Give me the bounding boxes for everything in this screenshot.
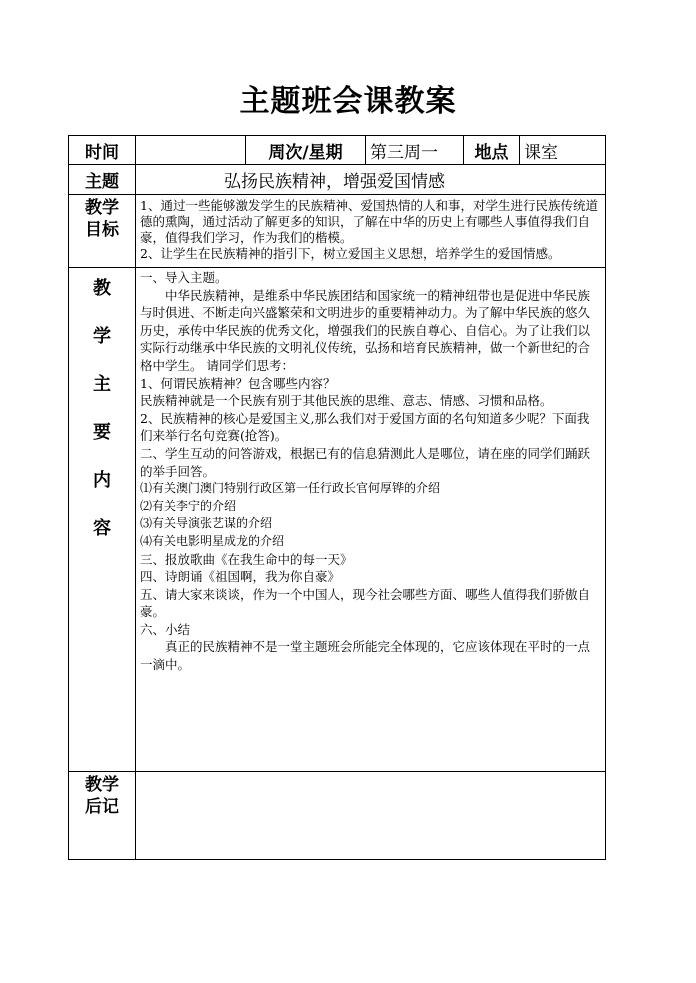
notes-label [69, 772, 136, 860]
content-line: 中华民族精神，是维系中华民族团结和国家统一的精神纽带也是促进中华民族与时俱进、不断走向兴盛繁荣和文明进步的重要精神动力。为了解中华民族的悠久历史，承传中华民族的优秀文化，增强我们的民族自尊心、自信心。为了让我们以实际行动继承中华民族的文明礼仪传统，弘扬和培育民族精神，做一个新世纪的合格中学生。 请同学们思考： [140, 287, 591, 373]
content-line: 一、导入主题。 [140, 270, 228, 285]
content-line: 1、何谓民族精神？包含哪些内容？ [140, 375, 336, 391]
content-line: 真正的民族精神不是一堂主题班会所能完全体现的，它应该体现在平时的一点一滴中。 [140, 639, 591, 673]
content-line: 三、报放歌曲《在我生命中的每一天》 [140, 551, 353, 567]
goals-label-line1: 教学 [85, 198, 119, 218]
theme-value: 弘扬民族精神，增强爱国情感 [136, 165, 606, 195]
place-label: 地点 [464, 136, 520, 165]
notes-label-line2: 后记 [85, 797, 119, 817]
content-line: ⑴有关澳门澳门特别行政区第一任行政长官何厚铧的介绍 [140, 481, 441, 496]
row-notes [69, 772, 606, 860]
row-time [69, 136, 606, 165]
time-label: 时间 [69, 136, 136, 165]
place-value: 课室 [520, 136, 606, 165]
content-line: 2、民族精神的核心是爱国主义,那么我们对于爱国方面的名句知道多少呢？下面我们来举行名句竞赛(抢答)。 [140, 410, 590, 444]
row-theme [69, 165, 606, 195]
goals-label-line2: 目标 [85, 220, 119, 240]
time-value [136, 136, 246, 165]
goals-label [69, 195, 136, 268]
row-main [69, 268, 606, 772]
goal-paragraph-1: 1、通过一些能够激发学生的民族精神、爱国热情的人和事，对学生进行民族传统道德的熏陶，通过活动了解更多的知识，了解在中华的历史上有哪些人事值得我们自豪，值得我们学习，作为我们的楷模。 [140, 198, 598, 245]
document-title: 主题班会课教案 [239, 84, 457, 119]
lesson-plan-table [68, 135, 606, 860]
main-content [136, 268, 606, 772]
notes-label-line1: 教学 [85, 775, 119, 795]
theme-label: 主题 [69, 165, 136, 195]
main-label-char: 内 [93, 470, 111, 491]
content-line: 二、学生互动的问答游戏，根据已有的信息猜测此人是哪位，请在座的同学们踊跃的举手回答。 [140, 445, 591, 479]
goal-paragraph-2: 2、让学生在民族精神的指引下，树立爱国主义思想，培养学生的爱国情感。 [140, 246, 561, 261]
week-value: 第三周一 [366, 136, 464, 165]
main-label [69, 268, 136, 772]
main-label-char: 教 [93, 278, 111, 299]
goals-content [136, 195, 606, 268]
row-goals [69, 195, 606, 268]
week-label: 周次/星期 [246, 136, 366, 165]
main-label-char: 容 [93, 518, 111, 539]
main-label-char: 主 [93, 374, 111, 395]
content-line: ⑷有关电影明星成龙的介绍 [140, 533, 285, 548]
main-label-char: 要 [93, 422, 111, 443]
content-line: ⑵有关李宁的介绍 [140, 498, 237, 513]
content-line: 四、诗朗诵《祖国啊，我为你自豪》 [140, 569, 341, 585]
content-line: ⑶有关导演张艺谋的介绍 [140, 516, 273, 531]
notes-content [136, 772, 606, 860]
content-line: 六、小结 [140, 621, 191, 637]
content-line: 五、请大家来谈谈，作为一个中国人，现今社会哪些方面、哪些人值得我们骄傲自豪。 [140, 586, 591, 620]
content-line: 民族精神就是一个民族有别于其他民族的思维、意志、情感、习惯和品格。 [140, 393, 553, 409]
main-label-char: 学 [93, 326, 111, 347]
